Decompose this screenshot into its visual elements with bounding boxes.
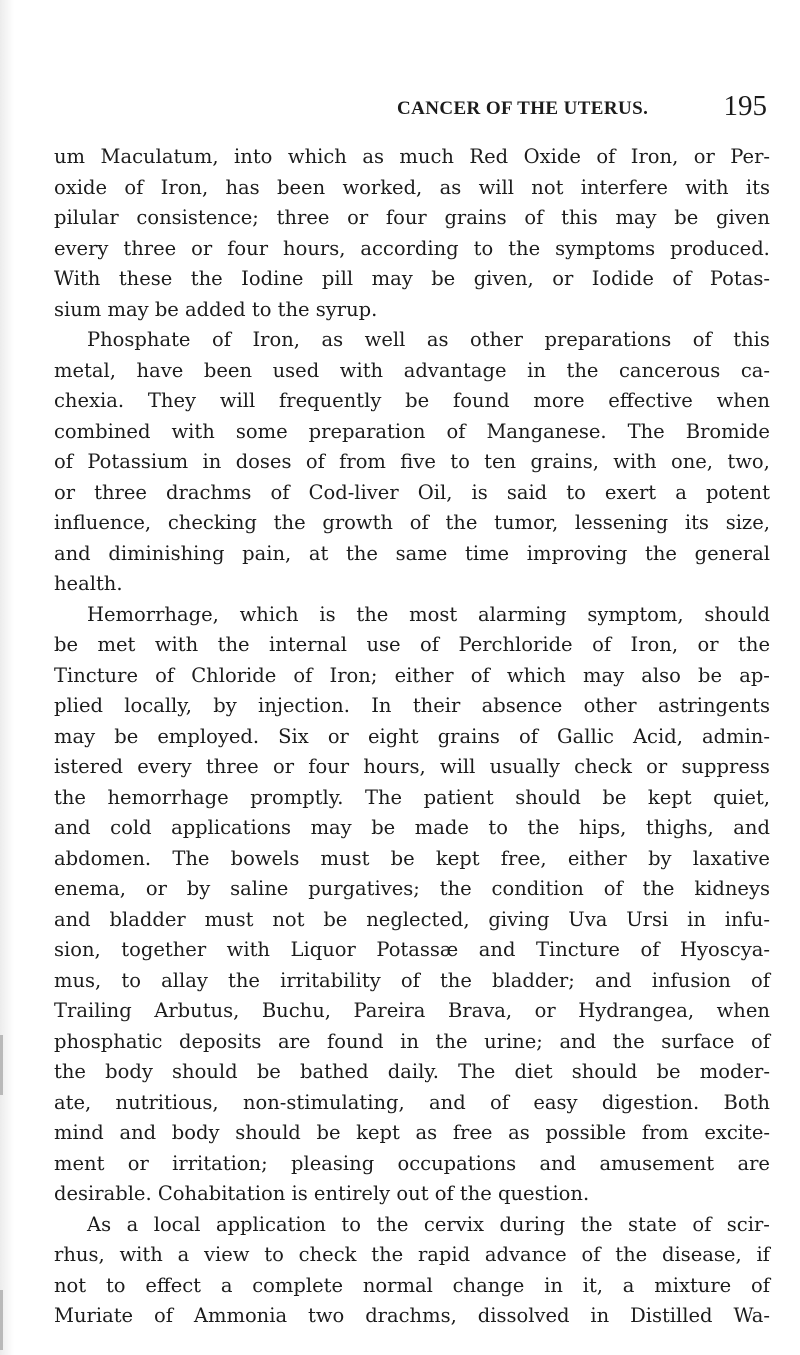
page-edge-shadow [0,0,14,1355]
body-text [54,142,770,1332]
text-line: combined with some preparation of Manganese. The Bromide [54,419,770,443]
text-line: may be employed. Six or eight grains of Gallic Acid, admin- [54,724,770,748]
text-line: influence, checking the growth of the tumor, lessening its size, [54,511,770,534]
text-line: chexia. They will frequently be found more effective when [54,389,770,412]
page-edge-mark [0,1035,3,1095]
text-line: mind and body should be kept as free as possible from excite- [54,1121,770,1144]
text-line: be met with the internal use of Perchloride of Iron, or the [54,633,770,656]
text-line: Muriate of Ammonia two drachms, dissolved in Distilled Wa- [54,1304,770,1327]
text-line: health. [54,572,123,595]
text-line: With these the Iodine pill may be given, or Iodide of Potas- [54,267,770,290]
text-line: As a local application to the cervix during the state of scir- [87,1212,770,1236]
running-head [115,90,767,126]
text-line: every three or four hours, according to the symptoms produced. [54,236,770,260]
text-line: the body should be bathed daily. The diet should be moder- [54,1060,770,1083]
text-line: and bladder must not be neglected, giving Uva Ursi in infu- [54,907,770,931]
text-line: and diminishing pain, at the same time improving the general [54,541,770,565]
text-line: abdomen. The bowels must be kept free, either by laxative [54,846,770,870]
running-title: CANCER OF THE UTERUS. [397,98,649,119]
page-edge-mark [0,1290,3,1350]
text-line: Phosphate of Iron, as well as other preparations of this [87,328,770,351]
text-line: um Maculatum, into which as much Red Oxide of Iron, or Per- [54,145,770,168]
text-line: or three drachms of Cod-liver Oil, is said to exert a potent [54,480,770,504]
text-line: and cold applications may be made to the hips, thighs, and [54,816,770,839]
text-line: the hemorrhage promptly. The patient should be kept quiet, [54,785,770,809]
text-line: Hemorrhage, which is the most alarming symptom, should [87,602,770,626]
text-line: of Potassium in doses of from five to ten grains, with one, two, [54,450,770,473]
text-line: pilular consistence; three or four grains of this may be given [54,206,770,229]
text-line: phosphatic deposits are found in the urine; and the surface of [54,1029,770,1053]
text-line: desirable. Cohabitation is entirely out of the question. [54,1182,590,1205]
page-number: 195 [723,90,767,122]
text-line: not to effect a complete normal change in it, a mixture of [54,1273,770,1297]
text-line: mus, to allay the irritability of the bladder; and infusion of [54,968,770,992]
text-line: sion, together with Liquor Potassæ and Tincture of Hyoscya- [54,938,770,961]
text-line: metal, have been used with advantage in the cancerous ca- [54,358,770,382]
text-line: ate, nutritious, non-stimulating, and of easy digestion. Both [54,1090,770,1114]
text-line: plied locally, by injection. In their absence other astringents [54,694,770,717]
text-line: rhus, with a view to check the rapid advance of the disease, if [54,1243,770,1266]
text-line: Tincture of Chloride of Iron; either of which may also be ap- [54,663,770,687]
text-line: Trailing Arbutus, Buchu, Pareira Brava, or Hydrangea, when [54,999,770,1022]
text-line: enema, or by saline purgatives; the condition of the kidneys [54,877,770,900]
text-line: oxide of Iron, has been worked, as will not interfere with its [54,175,770,199]
text-line: istered every three or four hours, will usually check or suppress [54,755,770,778]
text-line: sium may be added to the syrup. [54,297,378,321]
text-line: ment or irritation; pleasing occupations and amusement are [54,1151,770,1175]
